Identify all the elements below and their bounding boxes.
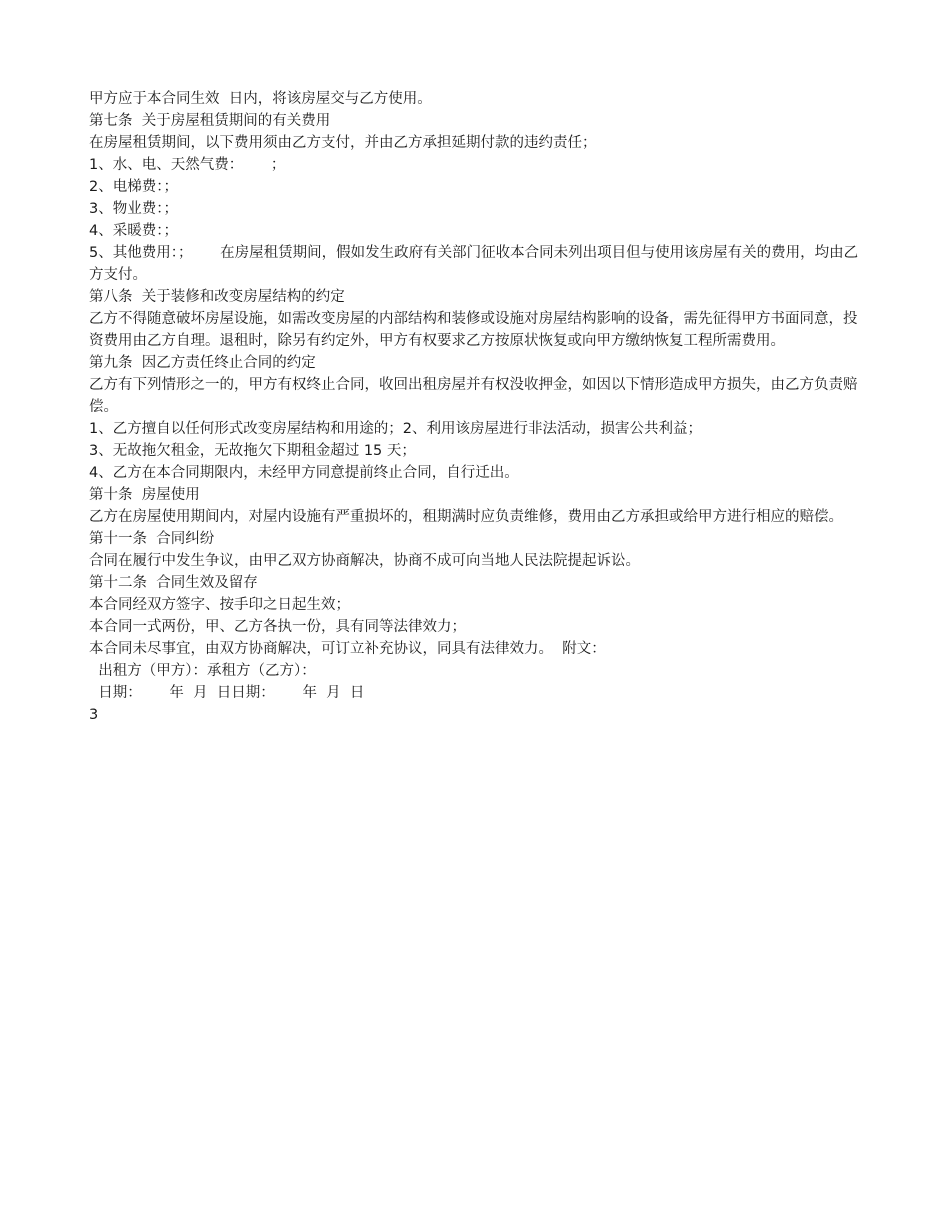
fee-item-heating: 4、采暖费：；: [89, 223, 178, 239]
article-9-item-4: 4、乙方在本合同期限内，未经甲方同意提前终止合同，自行迁出。: [89, 465, 519, 481]
article-9-intro: 乙方有下列情形之一的，甲方有权终止合同，收回出租房屋并有权没收押金，如因以下情形造成甲方损失，由乙方负责赔偿。: [89, 377, 858, 415]
article-9-item-1-2: 1、乙方擅自以任何形式改变房屋结构和用途的；2、利用该房屋进行非法活动，损害公共利益；: [89, 421, 702, 437]
article-8-heading: 第八条 关于装修和改变房屋结构的约定: [89, 289, 345, 305]
article-10-body: 乙方在房屋使用期间内，对屋内设施有严重损坏的，租期满时应负责维修，费用由乙方承担或给甲方进行相应的赔偿。: [89, 509, 843, 525]
fee-item-utilities: 1、水、电、天然气费： ；: [89, 157, 286, 173]
article-10-heading: 第十条 房屋使用: [89, 487, 200, 503]
article-12-line-1: 本合同经双方签字、按手印之日起生效；: [89, 597, 350, 613]
article-12-heading: 第十二条 合同生效及留存: [89, 575, 258, 591]
page-number: 3: [89, 707, 99, 723]
article-11-heading: 第十一条 合同纠纷: [89, 531, 215, 547]
article-12-line-3: 本合同未尽事宜，由双方协商解决，可订立补充协议，同具有法律效力。 附文：: [89, 641, 606, 657]
delivery-clause: 甲方应于本合同生效 日内，将该房屋交与乙方使用。: [89, 91, 432, 107]
article-7-intro: 在房屋租赁期间，以下费用须由乙方支付，并由乙方承担延期付款的违约责任；: [89, 135, 597, 151]
article-7-heading: 第七条 关于房屋租赁期间的有关费用: [89, 113, 331, 129]
signature-dates: 日期： 年 月 日日期： 年 月 日: [89, 685, 365, 701]
article-11-body: 合同在履行中发生争议，由甲乙双方协商解决，协商不成可向当地人民法院提起诉讼。: [89, 553, 640, 569]
article-9-item-3: 3、无故拖欠租金，无故拖欠下期租金超过 15 天；: [89, 443, 416, 459]
article-12-line-2: 本合同一式两份，甲、乙方各执一份，具有同等法律效力；: [89, 619, 466, 635]
document-body: [89, 88, 864, 726]
fee-item-property: 3、物业费：；: [89, 201, 178, 217]
article-8-body: 乙方不得随意破坏房屋设施，如需改变房屋的内部结构和装修或设施对房屋结构影响的设备，需先征得甲方书面同意，投资费用由乙方自理。退租时，除另有约定外，甲方有权要求乙方按原状恢复或向甲方缴纳恢复工程所需费用。: [89, 311, 858, 349]
article-9-heading: 第九条 因乙方责任终止合同的约定: [89, 355, 316, 371]
signature-parties: 出租方（甲方）：承租方（乙方）：: [89, 663, 316, 679]
fee-item-other: 5、其他费用：； 在房屋租赁期间，假如发生政府有关部门征收本合同未列出项目但与使用该房屋有关的费用，均由乙方支付。: [89, 245, 859, 283]
fee-item-elevator: 2、电梯费：；: [89, 179, 178, 195]
